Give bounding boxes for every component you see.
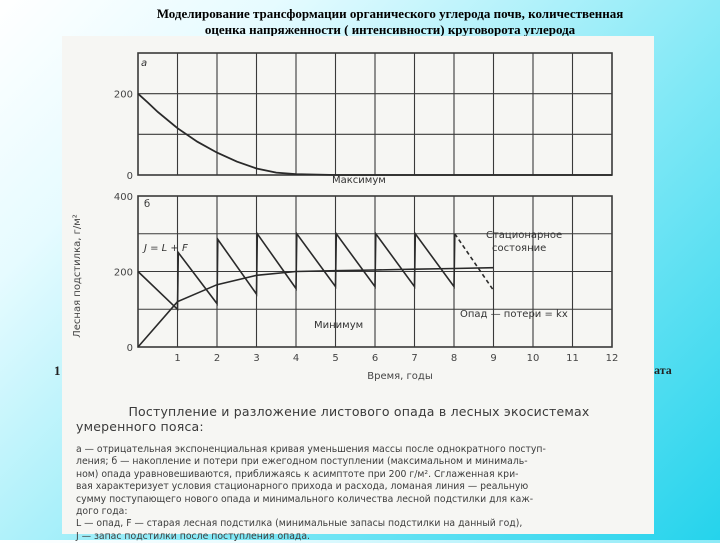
maximum-label: Максимум: [332, 175, 386, 186]
caption-heading: [76, 404, 642, 434]
stray-text-right: ата: [654, 363, 672, 377]
stray-text-left: 1: [54, 363, 61, 378]
x-axis-label: Время, годы: [367, 371, 433, 382]
panel-b-letter: б: [144, 199, 151, 210]
caption-line: дого года:: [76, 506, 128, 518]
panel-b-x-tick: 6: [371, 353, 379, 364]
panel-b-x-tick: 12: [605, 353, 619, 364]
panel-b-smooth-curve: [138, 268, 494, 347]
caption-line: a — отрицательная экспоненциальная кривая уменьшения массы после однократного поступ-: [76, 444, 546, 455]
slide-title-line2: оценка напряженности ( интенсивности) круговорота углерода: [204, 22, 576, 36]
panel-b-x-tick: 1: [174, 353, 181, 364]
panel-a-grid: [138, 53, 612, 175]
panel-b-x-tick: 9: [490, 353, 497, 364]
panel-b-sawtooth-dashed-end: [455, 234, 494, 291]
loss-label: Опад — потери = kx: [460, 309, 568, 320]
panel-a-letter: a: [141, 58, 148, 69]
figure-caption: [76, 404, 642, 543]
caption-line: L — опад, F — старая лесная подстилка (минимальные запасы подстилки на данный год),: [76, 518, 523, 530]
panel-a-y-ticks: [114, 90, 133, 182]
caption-body: [76, 444, 642, 543]
caption-heading-line2: умеренного пояса:: [76, 419, 204, 434]
panel-b-ticks: [114, 192, 618, 364]
panel-b-x-tick: 2: [213, 353, 221, 364]
steady-state-label-line2: состояние: [492, 243, 547, 254]
panel-a-y-tick: 200: [113, 89, 133, 101]
panel-b-x-tick: 4: [292, 353, 300, 364]
minimum-label: Минимум: [314, 320, 364, 331]
panel-b-x-tick: 3: [253, 353, 260, 364]
panel-b-x-tick: 10: [526, 353, 540, 364]
slide-title-line1: Моделирование трансформации органического углерода почв, количественная: [156, 6, 624, 21]
caption-line: ления; б — накопление и потери при ежегодном поступлении (максимальном и минималь-: [76, 456, 528, 468]
caption-line: сумму поступающего нового опада и минимального количества лесной подстилки для каж-: [76, 493, 534, 505]
panel-b-y-tick: 0: [126, 343, 133, 354]
panel-b-y-tick: 400: [113, 192, 133, 203]
caption-line: ном) опада уравновешиваются, приближаясь к асимптоте при 200 г/м². Сглаженная кри-: [76, 468, 519, 480]
equation-label: J = L + F: [144, 243, 188, 254]
panel-b-x-tick: 11: [566, 353, 579, 364]
panel-a-y-tick: 0: [126, 171, 133, 182]
panel-b-x-tick: 8: [450, 353, 458, 364]
caption-line: J — запас подстилки после поступления опада.: [76, 530, 310, 542]
caption-line: вая характеризует условия стационарного прихода и расхода, ломаная линия — реальную: [76, 481, 529, 493]
caption-heading-line1: Поступление и разложение листового опада в лесных экосистемах: [128, 404, 590, 419]
panel-b-x-tick: 7: [411, 353, 418, 364]
y-axis-label: Лесная подстилка, г/м²: [72, 214, 83, 338]
panel-b-y-tick: 200: [113, 267, 133, 279]
steady-state-label-line1: Стационарное: [486, 230, 563, 241]
scanned-figure: [62, 36, 654, 542]
panel-b-x-tick: 5: [332, 353, 339, 364]
slide-title: [60, 6, 720, 36]
